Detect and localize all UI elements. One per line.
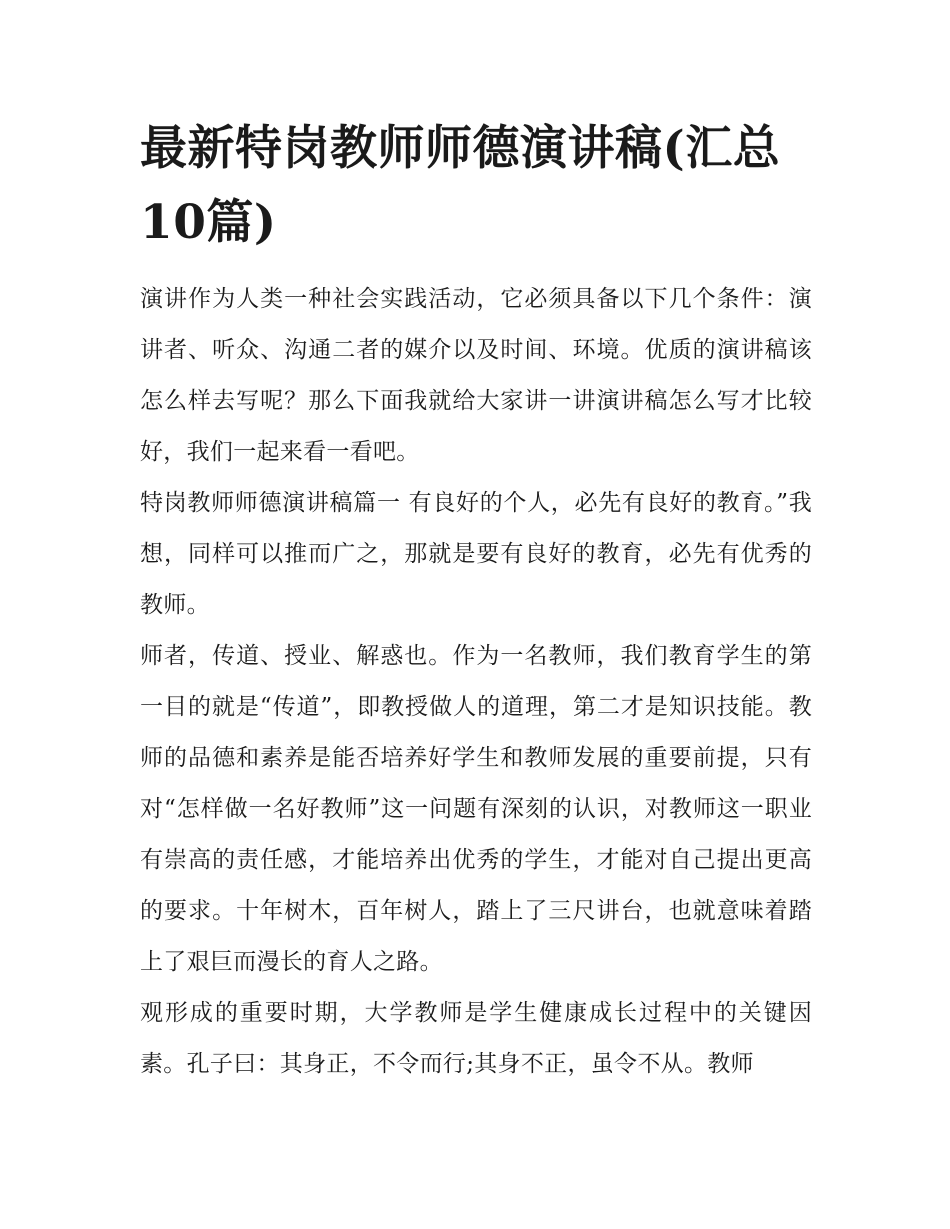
paragraph-speech-one: 特岗教师师德演讲稿篇一 有良好的个人，必先有良好的教育。”我想，同样可以推而广之，那就是要有良好的教育，必先有优秀的教师。 bbox=[140, 490, 812, 618]
paragraph-intro: 演讲作为人类一种社会实践活动，它必须具备以下几个条件：演讲者、听众、沟通二者的媒介以及时间、环境。优质的演讲稿该怎么样去写呢？那么下面我就给大家讲一讲演讲稿怎么写才比较好，我们一起来看一看吧。 bbox=[140, 286, 812, 465]
document-title: 最新特岗教师师德演讲稿(汇总10篇) bbox=[140, 121, 781, 250]
paragraph-teacher-role: 师者，传道、授业、解惑也。作为一名教师，我们教育学生的第一目的就是“传道”，即教授做人的道理，第二才是知识技能。教师的品德和素养是能否培养好学生和教师发展的重要前提，只有对“怎样做一名好教师”这一问题有深刻的认识，对教师这一职业有崇高的责任感，才能培养出优秀的学生，才能对自己提出更高的要求。十年树木，百年树人，踏上了三尺讲台，也就意味着踏上了艰巨而漫长的育人之路。 bbox=[140, 643, 812, 975]
document-page bbox=[140, 112, 812, 1090]
paragraph-key-factor: 观形成的重要时期，大学教师是学生健康成长过程中的关键因素。孔子曰：其身正，不令而行;其身不正，虽令不从。教师 bbox=[140, 1000, 812, 1077]
